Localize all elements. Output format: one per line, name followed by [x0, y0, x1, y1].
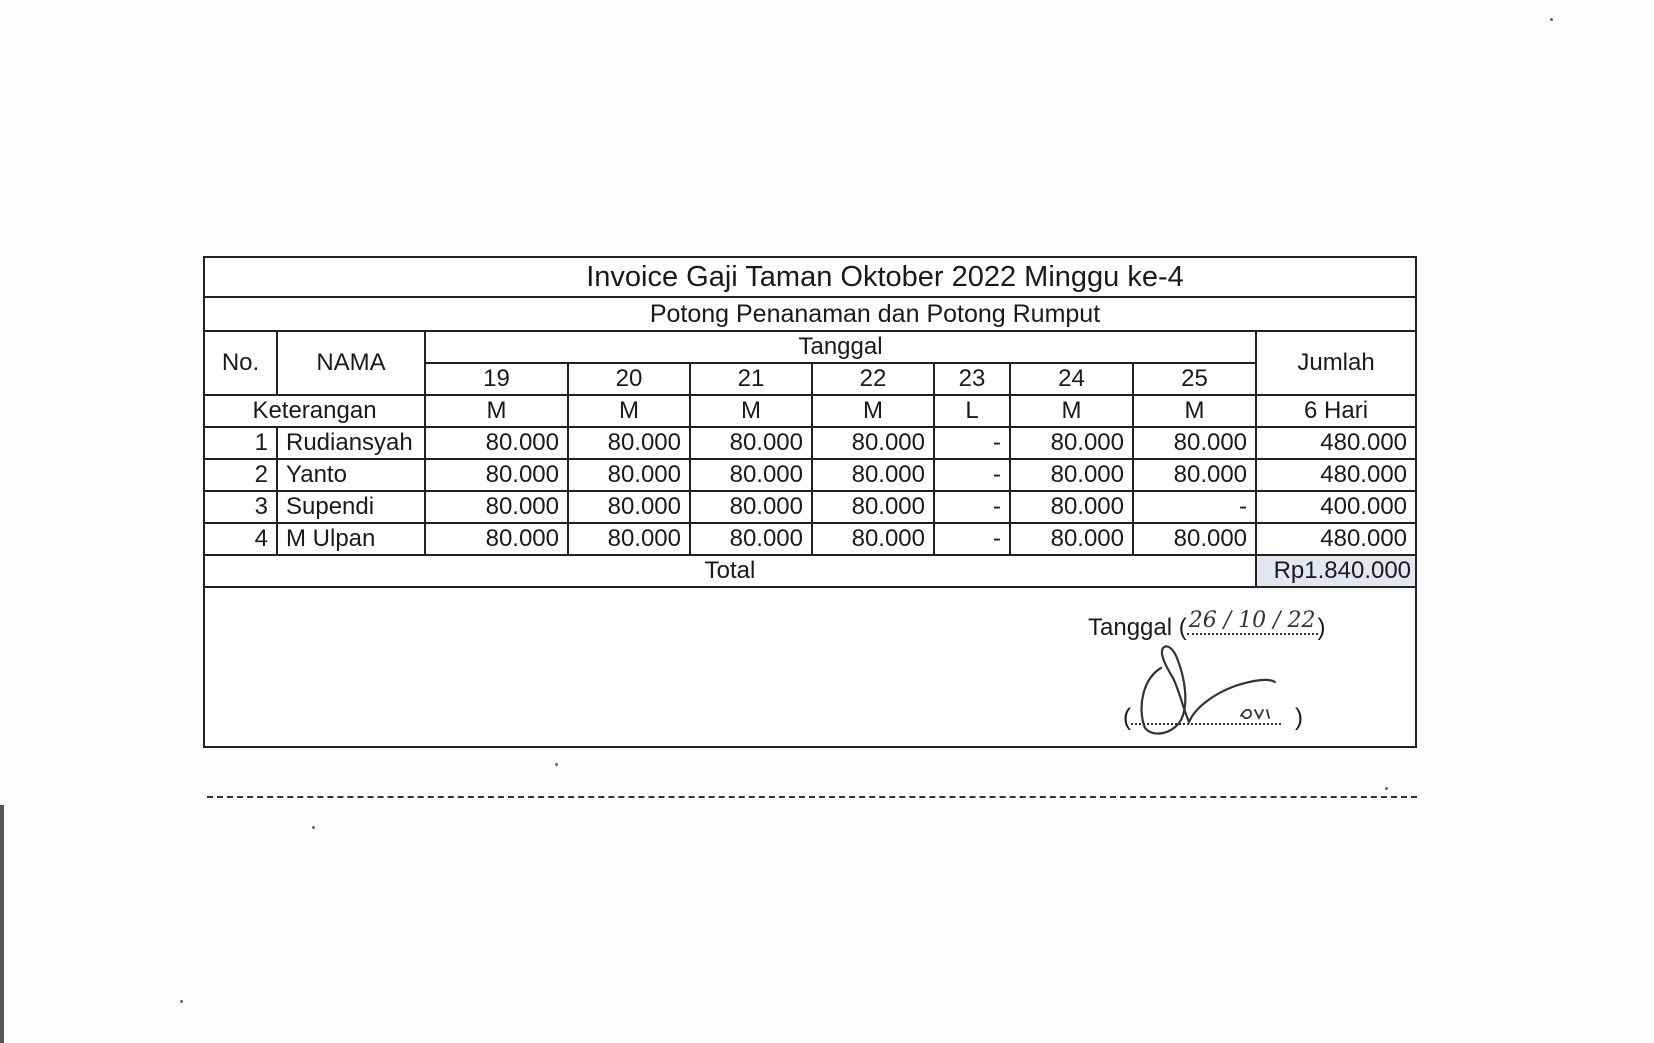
date-cell: 22 [812, 363, 934, 395]
table-row [205, 427, 1415, 459]
row-value: 80.000 [1010, 459, 1133, 491]
date-label: Tanggal ( [1088, 614, 1187, 641]
cut-line [207, 796, 1417, 798]
row-name: Supendi [277, 491, 425, 523]
header-jumlah: Jumlah [1256, 332, 1415, 395]
row-value: 80.000 [1010, 491, 1133, 523]
keterangan-row [205, 395, 1415, 427]
status-cell: M [1133, 395, 1256, 427]
status-cell: L [934, 395, 1010, 427]
date-close: ) [1317, 614, 1326, 641]
status-cell: M [425, 395, 568, 427]
row-value: 80.000 [568, 491, 690, 523]
row-value: 80.000 [1010, 427, 1133, 459]
row-jumlah: 480.000 [1256, 523, 1415, 555]
total-label: Total [205, 555, 1256, 587]
row-value: - [934, 523, 1010, 555]
row-value: 80.000 [690, 459, 812, 491]
row-value: 80.000 [812, 523, 934, 555]
table-row [205, 491, 1415, 523]
row-value: 80.000 [812, 459, 934, 491]
row-name: Yanto [277, 459, 425, 491]
row-value: - [934, 427, 1010, 459]
invoice-subtitle: Potong Penanaman dan Potong Rumput [205, 298, 1415, 332]
row-jumlah: 480.000 [1256, 427, 1415, 459]
row-value: - [1133, 491, 1256, 523]
header-tanggal: Tanggal [425, 332, 1256, 363]
row-value: 80.000 [812, 427, 934, 459]
scan-speck [555, 763, 558, 766]
row-value: 80.000 [1133, 523, 1256, 555]
total-row [205, 555, 1415, 587]
grand-total: Rp1.840.000 [1256, 555, 1415, 587]
scan-speck [1385, 787, 1388, 790]
handwritten-date: 26 / 10 / 22 [1188, 608, 1316, 633]
row-value: 80.000 [812, 491, 934, 523]
row-no: 1 [205, 427, 277, 459]
scan-speck [312, 826, 315, 829]
status-cell: M [690, 395, 812, 427]
date-cell: 21 [690, 363, 812, 395]
row-value: 80.000 [690, 523, 812, 555]
scan-speck [180, 1000, 183, 1003]
row-no: 4 [205, 523, 277, 555]
row-value: - [934, 459, 1010, 491]
date-cell: 25 [1133, 363, 1256, 395]
row-value: 80.000 [425, 427, 568, 459]
days-total: 6 Hari [1256, 395, 1415, 427]
status-cell: M [812, 395, 934, 427]
salary-grid [205, 332, 1415, 588]
table-row [205, 523, 1415, 555]
row-no: 3 [205, 491, 277, 523]
status-cell: M [1010, 395, 1133, 427]
signature-line [1123, 704, 1303, 732]
row-value: 80.000 [568, 523, 690, 555]
row-value: 80.000 [425, 491, 568, 523]
table-row [205, 459, 1415, 491]
header-no: No. [205, 332, 277, 395]
sig-close: ) [1295, 704, 1303, 731]
keterangan-label: Keterangan [205, 395, 425, 427]
row-value: 80.000 [1133, 459, 1256, 491]
row-value: 80.000 [690, 491, 812, 523]
row-value: 80.000 [568, 427, 690, 459]
row-jumlah: 480.000 [1256, 459, 1415, 491]
date-cell: 19 [425, 363, 568, 395]
row-name: M Ulpan [277, 523, 425, 555]
invoice-title: Invoice Gaji Taman Oktober 2022 Minggu ke-4 [205, 258, 1415, 298]
row-value: 80.000 [1010, 523, 1133, 555]
sig-open: ( [1123, 704, 1131, 731]
row-value: 80.000 [425, 523, 568, 555]
header-nama: NAMA [277, 332, 425, 395]
row-value: 80.000 [425, 459, 568, 491]
row-jumlah: 400.000 [1256, 491, 1415, 523]
row-value: 80.000 [1133, 427, 1256, 459]
date-cell: 24 [1010, 363, 1133, 395]
row-value: 80.000 [690, 427, 812, 459]
row-no: 2 [205, 459, 277, 491]
row-value: - [934, 491, 1010, 523]
row-name: Rudiansyah [277, 427, 425, 459]
signature-area [205, 588, 1415, 746]
date-cell: 23 [934, 363, 1010, 395]
date-cell: 20 [568, 363, 690, 395]
signature-dots [1131, 723, 1281, 725]
row-value: 80.000 [568, 459, 690, 491]
status-cell: M [568, 395, 690, 427]
scan-edge [0, 805, 4, 1043]
invoice-table [203, 256, 1417, 748]
scan-speck [1550, 18, 1553, 21]
